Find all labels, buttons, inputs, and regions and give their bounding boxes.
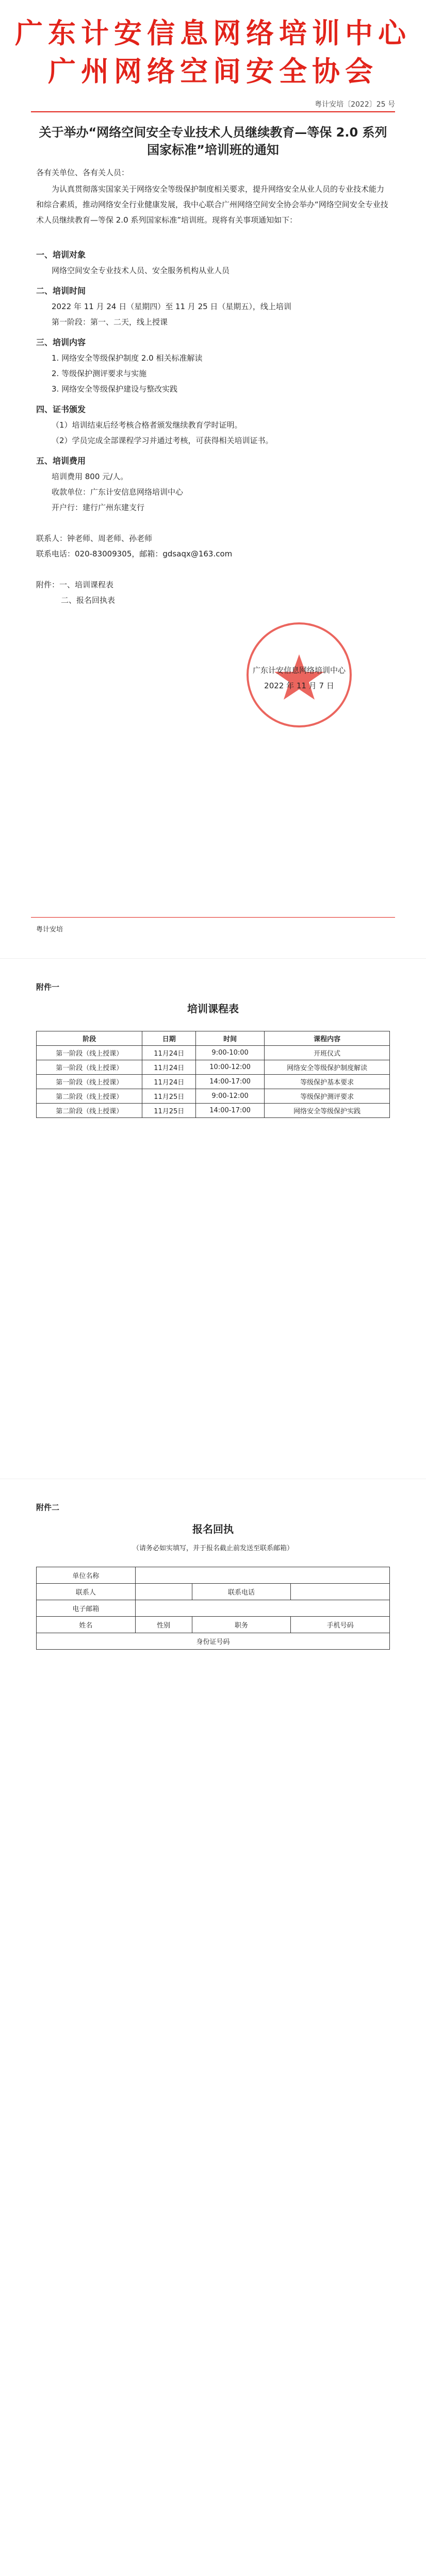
section-line: 网络空间安全专业技术人员、安全服务机构从业人员 [52, 266, 230, 275]
table-row [37, 1089, 390, 1104]
table-cell: 身份证号码 [37, 1633, 390, 1650]
table-cell: 10:00-12:00 [196, 1060, 265, 1075]
table-row [37, 1567, 390, 1584]
table-header: 日期 [142, 1031, 196, 1046]
attachment1-label: 附件一 [36, 982, 60, 992]
section-line: 2. 等级保护测评要求与实施 [52, 369, 147, 378]
section-line: 收款单位：广东计安信息网络培训中心 [52, 487, 184, 497]
table-cell: 9:00-10:00 [196, 1046, 265, 1060]
table-row [37, 1584, 390, 1600]
intro-paragraph: 为认真贯彻落实国家关于网络安全等级保护制度相关要求，提升网络安全从业人员的专业技术能力和综合素质，推动网络安全行业健康发展，我中心联合广州网络空间安全协会举办“网络空间安全专业技术人员继续教育—等保 2.0 系列国家标准”培训班。现将有关事项通知如下： [36, 184, 388, 225]
table-cell: 第二阶段（线上授课） [37, 1104, 142, 1118]
table-cell: 11月25日 [142, 1104, 196, 1118]
page-1 [0, 0, 426, 953]
footer-divider [31, 917, 395, 918]
table-cell: 网络安全等级保护制度解读 [265, 1060, 390, 1075]
section-heading: 五、培训费用 [36, 456, 86, 466]
signature-org: 广东计安信息网络培训中心 [252, 666, 346, 675]
table-header: 时间 [196, 1031, 265, 1046]
table-cell: 开班仪式 [265, 1046, 390, 1060]
contact-line: 联系人：钟老师、周老师、孙老师 [36, 534, 153, 543]
table-cell-empty[interactable] [135, 1584, 192, 1600]
attachment2-title: 报名回执 [192, 1523, 234, 1535]
registration-table [36, 1567, 390, 1650]
page-3 [0, 1479, 426, 1788]
table-cell: 等级保护基本要求 [265, 1075, 390, 1089]
section-line: 培训费用 800 元/人。 [52, 472, 128, 481]
table-cell: 14:00-17:00 [196, 1104, 265, 1118]
section-line: 第一阶段：第一、二天，线上授课 [52, 317, 168, 327]
table-cell: 11月24日 [142, 1060, 196, 1075]
table-cell: 姓名 [37, 1617, 136, 1633]
table-row [37, 1060, 390, 1075]
attachment-line: 附件：一、培训课程表 [36, 580, 114, 589]
table-cell-empty[interactable] [135, 1600, 389, 1617]
table-row [37, 1046, 390, 1060]
table-cell: 第二阶段（线上授课） [37, 1089, 142, 1104]
section-line: 开户行：建行广州东建支行 [52, 503, 145, 512]
section-line: 2022 年 11 月 24 日（星期四）至 11 月 25 日（星期五），线上培训 [52, 302, 291, 311]
section-heading: 四、证书颁发 [36, 404, 86, 414]
table-row [37, 1104, 390, 1118]
section-heading: 二、培训时间 [36, 286, 86, 296]
table-cell: 等级保护测评要求 [265, 1089, 390, 1104]
attachment2-note: （请务必如实填写，并于报名截止前发送至联系邮箱） [132, 1545, 293, 1552]
footer-cc: 粤计安培 [36, 926, 63, 934]
table-cell: 第一阶段（线上授课） [37, 1075, 142, 1089]
signature-date: 2022 年 11 月 7 日 [264, 681, 334, 690]
table-cell: 性别 [135, 1617, 192, 1633]
attachment1-title: 培训课程表 [187, 1003, 239, 1015]
header-line1: 广东计安信息网络培训中心 [15, 17, 411, 49]
section-heading: 三、培训内容 [36, 337, 86, 347]
section-line: 3. 网络安全等级保护建设与整改实践 [52, 384, 178, 394]
document-number: 粤计安培〔2022〕25 号 [315, 100, 395, 109]
document-title: 关于举办“网络空间安全专业技术人员继续教育—等保 2.0 系列国家标准”培训班的通知 [39, 125, 387, 157]
table-cell: 手机号码 [291, 1617, 390, 1633]
salutation: 各有关单位、各有关人员： [36, 168, 129, 177]
table-row [37, 1600, 390, 1617]
table-cell: 第一阶段（线上授课） [37, 1060, 142, 1075]
table-cell: 联系人 [37, 1584, 136, 1600]
course-table [36, 1031, 390, 1118]
table-row [37, 1633, 390, 1650]
table-cell: 单位名称 [37, 1567, 136, 1584]
table-cell: 网络安全等级保护实践 [265, 1104, 390, 1118]
section-line: 1. 网络安全等级保护制度 2.0 相关标准解读 [52, 353, 203, 363]
attachment-line: 二、报名回执表 [61, 596, 116, 605]
table-header: 课程内容 [265, 1031, 390, 1046]
table-cell: 11月24日 [142, 1075, 196, 1089]
table-cell: 职务 [192, 1617, 291, 1633]
section-line: （2）学员完成全部课程学习并通过考核，可获得相关培训证书。 [52, 436, 273, 445]
table-cell: 9:00-12:00 [196, 1089, 265, 1104]
table-cell: 11月24日 [142, 1046, 196, 1060]
table-row [37, 1617, 390, 1633]
table-cell: 联系电话 [192, 1584, 291, 1600]
table-cell-empty[interactable] [135, 1567, 389, 1584]
header-line2: 广州网络空间安全协会 [48, 55, 378, 88]
table-cell: 第一阶段（线上授课） [37, 1046, 142, 1060]
table-row [37, 1075, 390, 1089]
table-cell: 14:00-17:00 [196, 1075, 265, 1089]
section-line: （1）培训结束后经考核合格者颁发继续教育学时证明。 [52, 420, 242, 430]
red-divider [31, 111, 395, 112]
table-cell: 11月25日 [142, 1089, 196, 1104]
page-2 [0, 958, 426, 1474]
attachment2-label: 附件二 [36, 1503, 60, 1512]
table-cell: 电子邮箱 [37, 1600, 136, 1617]
contact-line: 联系电话：020-83009305，邮箱：gdsaqx@163.com [36, 549, 233, 558]
section-heading: 一、培训对象 [36, 250, 86, 260]
table-header: 阶段 [37, 1031, 142, 1046]
table-header-row [37, 1031, 390, 1046]
table-cell-empty[interactable] [291, 1584, 390, 1600]
